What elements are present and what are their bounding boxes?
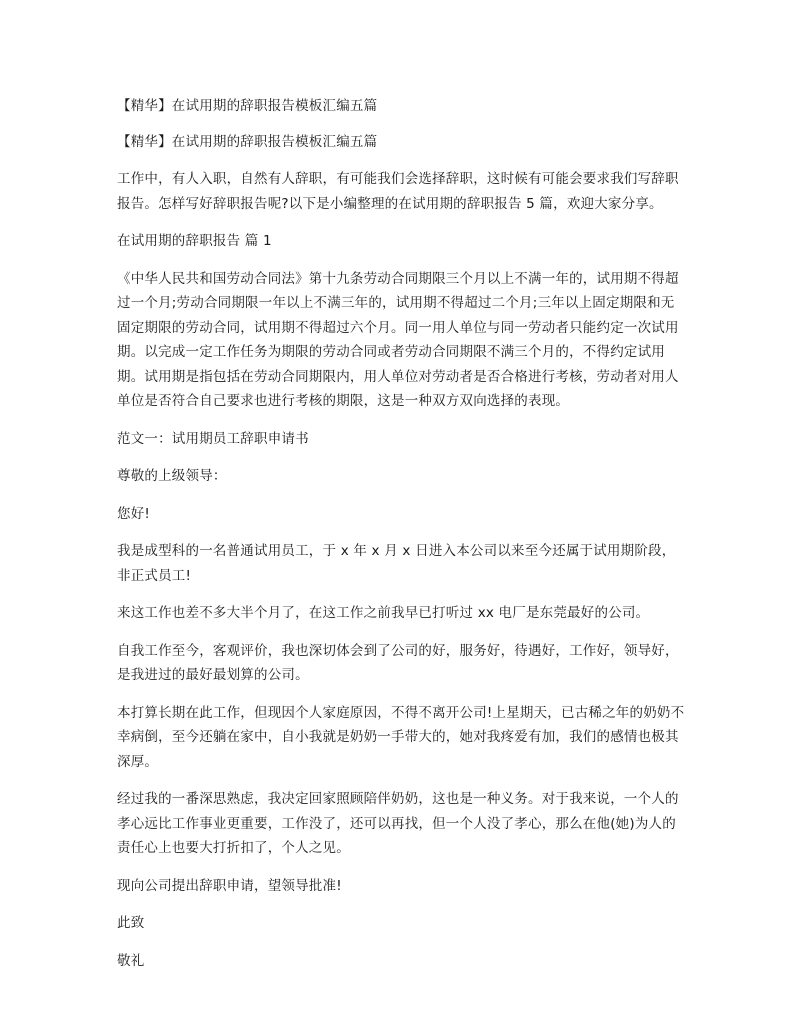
body-paragraph: 现向公司提出辞职申请，望领导批准! bbox=[117, 877, 342, 894]
document-title-line-1: 【精华】在试用期的辞职报告模板汇编五篇 bbox=[117, 98, 378, 114]
body-paragraph: 自我工作至今，客观评价，我也深切体会到了公司的好，服务好，待遇好，工作好，领导好，是我进过的最好最划算的公司。 bbox=[117, 642, 679, 683]
sample-title: 范文一：试用期员工辞职申请书 bbox=[117, 430, 309, 447]
salutation: 尊敬的上级领导： bbox=[117, 468, 227, 484]
body-paragraph: 我是成型科的一名普通试用员工，于 x 年 x 月 x 日进入本公司以来至今还属于试用期阶段，非正式员工! bbox=[117, 543, 676, 584]
closing-line-2: 敬礼 bbox=[117, 952, 145, 969]
body-paragraph: 来这工作也差不多大半个月了，在这工作之前我早已打听过 xx 电厂是东莞最好的公司。 bbox=[117, 605, 650, 621]
document-title-line-2: 【精华】在试用期的辞职报告模板汇编五篇 bbox=[117, 133, 378, 150]
closing-line-1: 此致 bbox=[117, 915, 145, 931]
intro-paragraph: 工作中，有人入职，自然有人辞职，有可能我们会选择辞职，这时候有可能会要求我们写辞职报告。怎样写好辞职报告呢?以下是小编整理的在试用期的辞职报告 5 篇，欢迎大家分享。 bbox=[117, 171, 679, 212]
body-paragraph: 本打算长期在此工作，但现因个人家庭原因，不得不离开公司!上星期天，已古稀之年的奶奶不幸病倒，至今还躺在家中，自小我就是奶奶一手带大的，她对我疼爱有加，我们的感情也极其深厚。 bbox=[117, 704, 685, 770]
body-paragraph: 经过我的一番深思熟虑，我决定回家照顾陪伴奶奶，这也是一种义务。对于我来说，一个人的孝心远比工作事业更重要，工作没了，还可以再找，但一个人没了孝心，那么在他(她)为人的责任心上也要大打折扣了，个人之见。 bbox=[117, 791, 679, 856]
law-paragraph: 《中华人民共和国劳动合同法》第十九条劳动合同期限三个月以上不满一年的，试用期不得超过一个月;劳动合同期限一年以上不满三年的，试用期不得超过二个月;三年以上固定期限和无固定期限的劳动合同，试用期不得超过六个月。同一用人单位与同一劳动者只能约定一次试用期。以完成一定工作任务为期限的劳动合同或者劳动合同期限不满三个月的，不得约定试用期。试用期是指包括在劳动合同期限内，用人单位对劳动者是否合格进行考核，劳动者对用人单位是否符合自己要求也进行考核的期限，这是一种双方双向选择的表现。 bbox=[117, 270, 679, 409]
section-heading: 在试用期的辞职报告 篇 1 bbox=[117, 233, 272, 249]
greeting: 您好! bbox=[117, 505, 151, 522]
document-page bbox=[117, 94, 687, 973]
